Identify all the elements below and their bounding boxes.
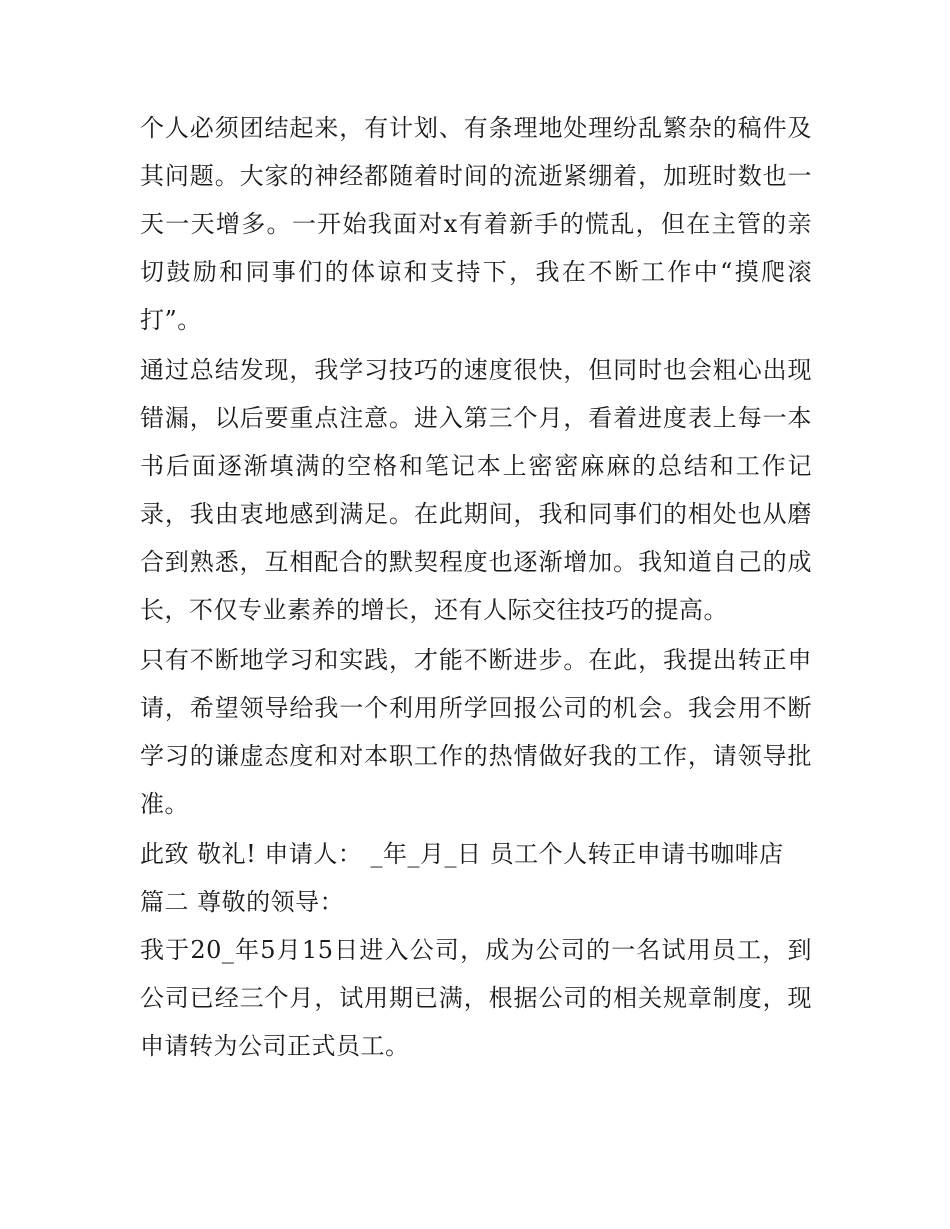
paragraph-closing-signature: 此致 敬礼! 申请人： _年_月_日 员工个人转正申请书咖啡店 — [140, 840, 784, 868]
paragraph-application-request: 只有不断地学习和实践，才能不断进步。在此，我提出转正申请，希望领导给我一个利用所学回报公司的机会。我会用不断学习的谦虚态度和对本职工作的热情做好我的工作，请领导批准。 — [140, 646, 812, 818]
document-body — [140, 104, 812, 1072]
paragraph-section-two-intro: 我于20_年5月15日进入公司，成为公司的一名试用员工，到公司已经三个月，试用期已满，根据公司的相关规章制度，现申请转为公司正式员工。 — [140, 936, 812, 1060]
paragraph-work-experience: 个人必须团结起来，有计划、有条理地处理纷乱繁杂的稿件及其问题。大家的神经都随着时间的流逝紧绷着，加班时数也一天一天增多。一开始我面对x有着新手的慌乱，但在主管的亲切鼓励和同事们的体谅和支持下，我在不断工作中“摸爬滚打”。 — [140, 114, 812, 334]
paragraph-self-summary: 通过总结发现，我学习技巧的速度很快，但同时也会粗心出现错漏，以后要重点注意。进入第三个月，看着进度表上每一本书后面逐渐填满的空格和笔记本上密密麻麻的总结和工作记录，我由衷地感到满足。在此期间，我和同事们的相处也从磨合到熟悉，互相配合的默契程度也逐渐增加。我知道自己的成长，不仅专业素养的增长，还有人际交往技巧的提高。 — [140, 356, 812, 624]
paragraph-section-two-salutation: 篇二 尊敬的领导： — [140, 888, 345, 916]
